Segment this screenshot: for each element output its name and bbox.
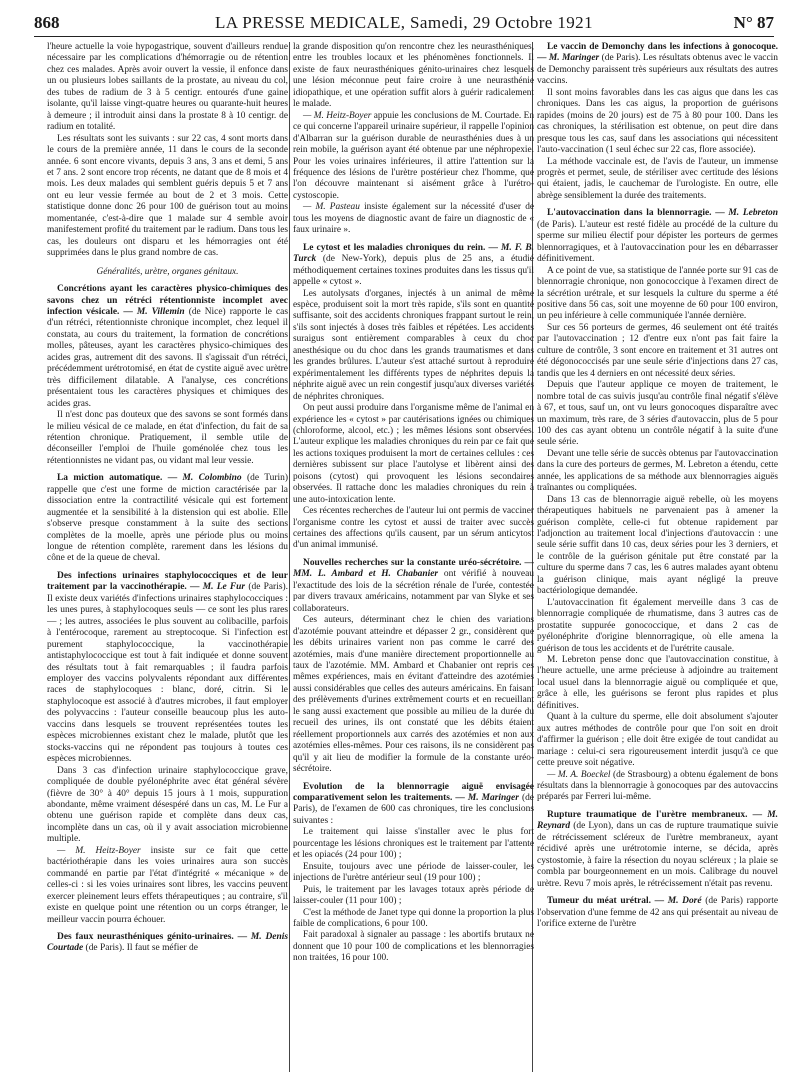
paragraph bbox=[293, 111, 534, 203]
article-title: Evolution de la blennorragie aiguë envisagée comparativement selon les traitements. — bbox=[293, 781, 534, 803]
paragraph: Ces récentes recherches de l'auteur lui ont permis de vacciner l'organisme contre les cytost et aussi de traiter avec succès certaines des affections qu'ils causent, par un sérum anticytost d'un animal immunisé. bbox=[293, 506, 534, 551]
article-text: ont vérifié à nouveau l'exactitude des lois de la sécrétion rénale de l'urée, contestée par divers travaux américains, notamment par van Slyke et ses collaborateurs. bbox=[293, 569, 534, 614]
article-heading bbox=[293, 558, 534, 615]
article-author: M. Maringer bbox=[467, 793, 519, 803]
article-text: (de Paris). Il faut se méfier de bbox=[85, 943, 198, 954]
paragraph: Dans 3 cas d'infection urinaire staphylococcique grave, compliquée de double pyélonéphrite avec état général sévère (fièvre de 30° à 40° depuis 15 jours à 1 mois, suppuration abondante, même vraiment désespéré dans un cas, M. Le Fur a obtenu une guérison rapide et complète dans deux cas, incomplète dans un cas, où il y avait association microbienne multiple. bbox=[47, 765, 288, 845]
article-title: Rupture traumatique de l'urètre membraneux. — bbox=[547, 809, 763, 820]
commentator: — M. Pasteau bbox=[303, 202, 360, 213]
paragraph: Puis, le traitement par les lavages totaux après période de laisser-couler (11 pour 100) ; bbox=[293, 884, 534, 907]
paragraph bbox=[537, 770, 778, 804]
article-title: Des faux neurasthéniques génito-urinaires. — bbox=[57, 931, 248, 942]
text-column-left bbox=[47, 42, 288, 1076]
paragraph: Ensuite, toujours avec une période de laisser-couler, les injections de l'urètre antérieur seul (19 pour 100) ; bbox=[293, 861, 534, 884]
article-heading bbox=[293, 782, 534, 828]
paragraph: Les résultats sont les suivants : sur 22 cas, 4 sont morts dans le cours de la première année, 11 dans le cours de la seconde année. 6 sont encore vivants, depuis 3 ans, 3 ans et demi, 5 ans et 7 ans. 2 sont encore trop récents, ne datant que de 8 mois et 4 mois. Les deux malades qui semblent guéris depuis 5 et 7 ans ont eu leur vessie fermée au bout de 2 et 3 mois. Cette statistique donne donc 26 pour 100 de guérison tout au moins momentanée, c'est-à-dire que 1 malade sur 4 semble avoir manifestement profité du traitement par le radium. Dans tous les cas, les douleurs ont disparu et les hémorragies ont été supprimées dans le plus grand nombre de cas. bbox=[47, 133, 288, 259]
article-title: Tumeur du méat urétral. — bbox=[547, 896, 665, 907]
paragraph: Sur ces 56 porteurs de germes, 46 seulement ont été traités par l'autovaccination ; 12 d'entre eux n'ont pas fait faire la culture de contrôle, 3 sont encore en traitement et 31 autres ont été dégonococcisés par une seule série d'injections dans 27 cas, tandis que les 4 derniers en ont nécessité deux séries. bbox=[537, 322, 778, 379]
paragraph: Devant une telle série de succès obtenus par l'autovaccination dans la cure des porteurs de germes, M. Lebreton a étendu, cette année, les applications de sa méthode aux blennorragies aiguës traînantes ou compliquées. bbox=[537, 448, 778, 494]
article-text: (de Paris). Les résultats obtenus avec le vaccin de Demonchy paraissent très supérieurs aux résultats des autres vaccins. bbox=[537, 53, 778, 87]
paragraph: Dans 13 cas de blennorragie aiguë rebelle, où les moyens thérapeutiques habituels ne parvenaient pas à amener la guérison complète, celle-ci fut obtenue rapidement par l'adjonction au traitement local d'injections d'autovaccin : une seule série suffit dans 10 cas, deux séries pour les 3 derniers, et le contrôle de la guérison génitale put être constaté par la culture du sperme dans 7 cas, les 6 autres malades ayant obtenu la guérison clinique, mais ayant négligé la preuve bactériologique demandée. bbox=[537, 494, 778, 597]
text-column-right bbox=[537, 42, 778, 1076]
article-text: (de Lyon), dans un cas de rupture traumatique suivie de rétrécissement scléreux de l'urètre membraneux, ayant récidivé après une urétrotomie interne, se décida, après cystostomie, à faire la résection du noyau scléreux ; la plaie se combla par bourgeonnement en un mois. Calibrage du nouvel urètre. Revu 7 mois après, le rétrécissement n'était pas revenu. bbox=[537, 821, 778, 889]
article-author: M. Doré bbox=[667, 896, 702, 907]
article-heading bbox=[537, 810, 778, 890]
page-header bbox=[34, 12, 774, 37]
article-title: Le cytost et les maladies chroniques du rein. — bbox=[303, 242, 498, 253]
paragraph: La méthode vaccinale est, de l'avis de l'auteur, un immense progrès et permet, seule, de stériliser avec certitude des lésions qui étaient, jadis, le cauchemar de l'urologiste. En outre, elle abrège sensiblement la durée des traitements. bbox=[537, 156, 778, 201]
article-text: (de Turin) rappelle que c'est une forme de miction caractérisée par la dissociation entre la contractilité vésicale qui est fortement augmentée et la sensibilité à la distension qui est abolie. Elle s'observe presque constamment à la suite des sections complètes de la moelle, après une période plus ou moins longue de rétention complète, rarement dans les lésions du cône et de la queue de cheval. bbox=[47, 473, 288, 564]
article-author: M. Lebreton bbox=[728, 208, 778, 219]
article-text: (de Nice) rapporte le cas d'un rétréci, rétentionniste chronique incomplet, chez lequel il constata, au cours du traitement, la formation de concrétions molles, pâteuses, ayant les caractères physico-chimiques des acides gras, autrement dit des savons. Il s'agissait d'un rétréci, précédemment urétrotomisé, en état de cystite aiguë avec urètre très difficilement dilatable. A l'analyse, ces concrétions présentaient tous les caractères physiques et chimiques des acides gras. bbox=[47, 306, 288, 409]
article-author: M. Denis Courtade bbox=[47, 931, 288, 954]
text-column-middle bbox=[293, 42, 534, 1076]
article-author: M. Maringer bbox=[548, 53, 600, 64]
article-heading bbox=[537, 208, 778, 265]
article-text: (de Paris). Il existe deux variétés d'infections urinaires staphylococciques : les unes pures, à staphylocoques seuls — ce sont les plus rares — ; les autres, associées le plus souvent au colibacille, parfois à l'entérocoque, rarement au streptocoque. Si l'infection est purement staphylococcique, la vaccinothérapie antistaphylococcique est tout à fait indiquée et donne souvent des résultats tout à fait remarquables ; il faudra parfois employer des vaccins polyvalents répondant aux différentes races de staphylocoques : blanc, doré, citrin. Si le staphylocoque est associé à d'autres microbes, il faut employer des polyvaccins : l'auteur conseille beaucoup plus les auto-vaccins dans lesquels se trouvent représentées toutes les espèces microbiennes existant chez le malade, plutôt que les stocks-vaccins qui ne répondent pas toujours à toutes ces espèces microbiennes. bbox=[47, 582, 288, 765]
article-title: L'autovaccination dans la blennorragie. — bbox=[547, 208, 725, 219]
paragraph: Fait paradoxal à signaler au passage : les abortifs brutaux ne donnent que 10 pour 100 de complications et les blennorragies non traitées, 16 pour 100. bbox=[293, 930, 534, 964]
article-heading bbox=[537, 42, 778, 88]
paragraph bbox=[293, 202, 534, 236]
article-title: Le vaccin de Demonchy dans les infections à gonocoque. — bbox=[537, 42, 778, 64]
paragraph: Depuis que l'auteur applique ce moyen de traitement, le nombre total de cas suivis jusqu'au contrôle final négatif s'élève à 67, et tous, sauf un, ont vu leurs gonocoques disparaître avec un maximum, très rare, de 3 séries d'autovaccin, plus de 5 pour 100 des cas ayant obtenu un contrôle négatif à la suite d'une seule série. bbox=[537, 380, 778, 448]
comment-text: insiste sur ce fait que cette bactériothérapie dans les voies urinaires aura son succès commandé en partie par l'état d'intégrité « mécanique » de celles-ci : si les voies urinaires sont libres, les vaccins peuvent exercer pleinement leurs effets thérapeutiques ; au contraire, s'il existe en quelque point une rétention ou un corps étranger, le meilleur vaccin pourra échouer. bbox=[47, 845, 288, 925]
commentator: — M. Heitz-Boyer bbox=[57, 845, 141, 856]
section-rubric: Généralités, urètre, organes génitaux. bbox=[96, 266, 239, 277]
paragraph: Les autolysats d'organes, injectés à un animal de même espèce, produisent soit la mort très rapide, s'ils sont en quantité suffisante, soit des accidents chroniques frappant surtout le rein, s'ils sont injectés à doses très faibles et répétées. Les accidents suraigus sont entièrement comparables à ceux du choc anesthésique ou du choc dans les grands traumatismes et dans les grandes brûlures. L'auteur s'est attaché surtout à reproduire expérimentalement les différents types de néphrites depuis la néphrite aiguë avec un rein congestif jusqu'aux diverses variétés de néphrites chroniques. bbox=[293, 288, 534, 402]
comment-text: appuie les conclusions de M. Courtade. En ce qui concerne l'appareil urinaire supérieur, il rappelle l'opinion d'Albarran sur la guérison durable de neurasthénies dues à un rein mobile, la guérison ayant été obtenue par une néphropexie. Pour les voies urinaires inférieures, il attire l'attention sur la fréquence des lésions de l'urètre postérieur chez l'homme, que l'on découvre maintenant si aisément grâce à l'urétro-cystoscopie. bbox=[293, 110, 534, 201]
journal-title: LA PRESSE MEDICALE, Samedi, 29 Octobre 1921 bbox=[215, 13, 593, 32]
paragraph: la grande disposition qu'on rencontre chez les neurasthéniques, entre les troubles locaux et les phénomènes fonctionnels. Il existe de faux neurasthéniques génito-urinaires chez lesquels une lésion méconnue peut faire croire à une neurasthénie idiopathique, et une opération suffit alors à guérir radicalement le malade. bbox=[293, 42, 534, 110]
article-author: M. Villemin bbox=[136, 306, 185, 317]
paragraph: Il sont moins favorables dans les cas aigus que dans les cas chroniques. Dans les cas aigus, la proportion de guérisons rapides (moins de 20 jours) est de 75 à 80 pour 100. Dans les cas chroniques, la stérilisation est obtenue, on peut dire dans presque tous les cas, sauf dans les associations qui nécessitent l'auto-vaccination (1 seul échec sur 22 cas, flore associée). bbox=[537, 87, 778, 156]
article-heading bbox=[293, 243, 534, 289]
paragraph bbox=[47, 846, 288, 926]
article-author: M. Reynard bbox=[537, 809, 778, 832]
article-heading bbox=[47, 284, 288, 410]
article-heading bbox=[47, 473, 288, 565]
article-text: (de Paris). L'auteur est resté fidèle au procédé de la culture du sperme sur milieu électif pour dépister les porteurs de germes blennorragiques, et à l'autovaccination pour les en débarrasser définitivement. bbox=[537, 219, 778, 265]
article-text: (de Paris) rapporte l'observation d'une femme de 42 ans qui présentait au niveau de l'orifice externe de l'urètre bbox=[537, 896, 778, 929]
commentator: — M. Heitz-Boyer bbox=[303, 110, 372, 121]
article-author: M. F. B. Turck bbox=[293, 242, 534, 265]
page-number: 868 bbox=[34, 13, 60, 32]
comment-text: (de Strasbourg) a obtenu également de bons résultats dans la blennorragie à gonocoques par des autovaccins préparés par Ferreri lui-même. bbox=[537, 769, 778, 803]
article-text: (de New-York), depuis plus de 25 ans, a étudié méthodiquement certaines toxines produites dans les tissus qu'il appelle « cytost ». bbox=[293, 254, 534, 288]
paragraph: Ces auteurs, déterminant chez le chien des variations d'azotémie pouvant atteindre et dépasser 2 gr., considèrent que les débits urinaires varient non pas comme le carré des azotémies, mais d'une manière directement proportionnelle au taux de l'azotémie. MM. Ambard et Chabanier ont repris ces mêmes expériences, mais en évitant d'atteindre des azotémies aussi considérables que celles des auteurs américains. En faisant des prélèvements d'urines extrêmement courts et en recueillant le sang aussi exactement que possible au milieu de la durée du recueil des urines, ils ont constaté que les débits étaient réellement proportionnels aux carrés des azotémies et non aux azotémies elles-mêmes. Pour ces raisons, ils ne considèrent pas qu'il y ait lieu de modifier la formule de la constante uréo-sécrétoire. bbox=[293, 615, 534, 775]
article-title: Concrétions ayant les caractères physico-chimiques des savons chez un rétréci rétentionniste incomplet avec infection vésicale. — bbox=[47, 284, 288, 317]
article-title: Des infections urinaires staphylococciques et de leur traitement par la vaccinothérapie. — bbox=[47, 570, 288, 593]
paragraph: l'heure actuelle la voie hypogastrique, souvent d'ailleurs rendue nécessaire par les complications d'hémorragie ou de rétention chez ces malades. Après avoir ouvert la vessie, il enfonce dans un ou plusieurs lobes saillants de la prostate, au niveau du col, des tubes de radium de 3 à 5 centigr. entourés d'une gaine isolante, qu'il laisse vingt-quatre heures ou quarante-huit heures à demeure ; il introduit ainsi dans la prostate 8 à 10 centigr. de radium en totalité. bbox=[47, 42, 288, 133]
paragraph: L'autovaccination fit également merveille dans 3 cas de blennorragie compliquée de rhumatisme, dans 3 autres cas de prostatite suppurée gonococcique, et dans 2 cas de pyélonéphrite d'origine blennorragique, où elle amena la guérison de tous les accidents et de l'urétrite causale. bbox=[537, 597, 778, 654]
article-title: La miction automatique. — bbox=[57, 473, 178, 484]
column-divider bbox=[289, 42, 290, 1072]
article-title: Nouvelles recherches sur la constante uréo-sécrétoire. — bbox=[303, 557, 534, 568]
article-heading bbox=[47, 571, 288, 766]
paragraph: Le traitement qui laisse s'installer avec le plus fort pourcentage les lésions chroniques est le traitement par l'attente et les opiacés (24 pour 100) ; bbox=[293, 827, 534, 861]
article-author: M. Colombino bbox=[182, 473, 242, 484]
issue-number: N° 87 bbox=[733, 13, 774, 32]
commentator: — M. A. Boeckel bbox=[547, 769, 611, 780]
comment-text: insiste également sur la nécessité d'user de tous les moyens de diagnostic avant de faire un diagnostic de « faux urinaire ». bbox=[293, 202, 534, 236]
paragraph: A ce point de vue, sa statistique de l'année porte sur 91 cas de blennorragie chronique, non gonococcique à l'examen direct de la sécrétion urétrale, et sur lesquels la culture du sperme a été positive dans 56 cas, soit une moyenne de 60 pour 100 environ, un peu inférieure à celle communiquée l'année dernière. bbox=[537, 265, 778, 322]
paragraph: C'est la méthode de Janet type qui donne la proportion la plus faible de complications, 6 pour 100. bbox=[293, 907, 534, 929]
paragraph: M. Lebreton pense donc que l'autovaccination constitue, à l'heure actuelle, une arme précieuse à adjoindre au traitement local usuel dans la blennorragie aiguë ou compliquée et que, grâce à elle, les guérisons se feront plus rapides et plus définitives. bbox=[537, 655, 778, 711]
article-author: MM. L. Ambard et H. Chabanier bbox=[293, 569, 439, 580]
article-text: (de Paris), de l'examen de 600 cas chroniques, tire les conclusions suivantes : bbox=[293, 793, 534, 826]
article-heading bbox=[537, 896, 778, 930]
paragraph: Quant à la culture du sperme, elle doit absolument s'ajouter aux autres méthodes de contrôle pour que l'on soit en droit d'affirmer la guérison ; elle doit être exigée de tout candidat au mariage : celui-ci sera rigoureusement interdit jusqu'à ce que cette preuve soit négative. bbox=[537, 712, 778, 769]
paragraph: On peut aussi produire dans l'organisme même de l'animal en expérience les « cytost » par cautérisations ignées ou chimiques (chloroforme, alcool, etc.) ; les mêmes lésions sont observées. L'auteur explique les maladies chroniques du rein par ce fait que les actions toxiques produisent la mort de certaines cellules : ces dernières subissent sur place l'autolyse et libèrent ainsi des poisons (cytost) qui provoquent les lésions secondaires observées. Il rattache donc les maladies chroniques du rein à une auto-intoxication lente. bbox=[293, 403, 534, 505]
article-author: M. Le Fur bbox=[202, 582, 246, 593]
paragraph: Il n'est donc pas douteux que des savons se sont formés dans le milieu vésical de ce malade, en état d'infection, du fait de sa rétention chronique. Pratiquement, il semble utile de déconseiller l'emploi de l'huile goménolée chez tous les rétentionnistes ne vidant pas, ou vidant mal leur vessie. bbox=[47, 410, 288, 466]
article-heading bbox=[47, 932, 288, 955]
